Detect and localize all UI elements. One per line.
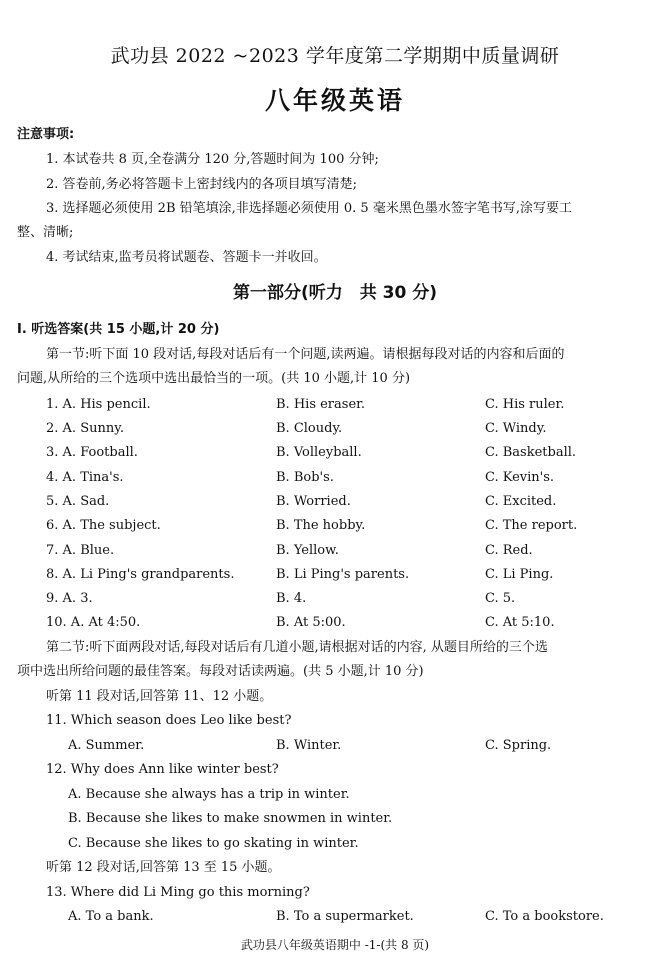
option-a: 7. A. Blue. — [46, 543, 115, 558]
option-b: B. At 5:00. — [276, 615, 346, 630]
option-c: C. Kevin's. — [485, 470, 555, 485]
option-a: 8. A. Li Ping's grandparents. — [46, 567, 235, 582]
option-a: 6. A. The subject. — [46, 518, 161, 533]
option-a: A. Summer. — [68, 738, 145, 753]
option-c: C. Windy. — [485, 421, 547, 436]
question-text: 13. Where did Li Ming go this morning? — [46, 885, 310, 900]
option-c: C. Basketball. — [485, 445, 577, 460]
notes-heading: 注意事项: — [17, 127, 75, 142]
option-c: C. At 5:10. — [485, 615, 555, 630]
option-a: 9. A. 3. — [46, 591, 93, 606]
option-c: C. Excited. — [485, 494, 557, 509]
option-b: B. Li Ping's parents. — [276, 567, 410, 582]
part-title: 第一部分(听力 共 30 分) — [232, 283, 438, 303]
option-b: B. Cloudy. — [276, 421, 343, 436]
dialog-intro: 听第 11 段对话,回答第 11、12 小题。 — [46, 689, 273, 704]
option-c: C. 5. — [485, 591, 516, 606]
option-a: A. To a bank. — [68, 909, 154, 924]
option-c: C. The report. — [485, 518, 578, 533]
note-item: 整、清晰; — [17, 225, 74, 240]
option-c: C. To a bookstore. — [485, 909, 604, 924]
dialog-intro: 听第 12 段对话,回答第 13 至 15 小题。 — [46, 860, 281, 875]
section1-intro: 第一节:听下面 10 段对话,每段对话后有一个问题,读两遍。请根据每段对话的内容和后面的 — [46, 347, 565, 362]
exam-title: 武功县 2022 ~2023 学年度第二学期期中质量调研 — [110, 45, 560, 67]
option-a: A. Because she always has a trip in winter. — [68, 787, 350, 802]
option-b: B. To a supermarket. — [276, 909, 414, 924]
option-a: 4. A. Tina's. — [46, 470, 124, 485]
section2-intro: 项中选出所给问题的最佳答案。每段对话读两遍。(共 5 小题,计 10 分) — [17, 664, 424, 679]
option-b: B. Volleyball. — [276, 445, 362, 460]
option-b: B. Winter. — [276, 738, 342, 753]
option-a: 3. A. Football. — [46, 445, 138, 460]
option-a: 5. A. Sad. — [46, 494, 110, 509]
page-footer: 武功县八年级英语期中 -1-(共 8 页) — [240, 938, 430, 952]
option-c: C. His ruler. — [485, 397, 565, 412]
section1-intro: 问题,从所给的三个选项中选出最恰当的一项。(共 10 小题,计 10 分) — [17, 371, 411, 386]
note-item: 3. 选择题必须使用 2B 铅笔填涂,非选择题必须使用 0. 5 毫米黑色墨水签字笔书写,涂写要工 — [46, 201, 572, 216]
option-b: B. Yellow. — [276, 543, 339, 558]
note-item: 2. 答卷前,务必将答题卡上密封线内的各项目填写清楚; — [46, 177, 358, 192]
question-text: 11. Which season does Leo like best? — [46, 713, 292, 728]
note-item: 1. 本试卷共 8 页,全卷满分 120 分,答题时间为 100 分钟; — [46, 152, 379, 167]
option-a: 1. A. His pencil. — [46, 397, 151, 412]
option-a: 10. A. At 4:50. — [46, 615, 141, 630]
section-heading: Ⅰ. 听选答案(共 15 小题,计 20 分) — [17, 322, 220, 337]
option-b: B. 4. — [276, 591, 307, 606]
option-b: B. The hobby. — [276, 518, 366, 533]
option-c: C. Red. — [485, 543, 533, 558]
option-b: B. His eraser. — [276, 397, 366, 412]
option-c: C. Li Ping. — [485, 567, 554, 582]
option-b: B. Worried. — [276, 494, 351, 509]
option-b: B. Because she likes to make snowmen in winter. — [68, 811, 393, 826]
option-c: C. Spring. — [485, 738, 552, 753]
option-b: B. Bob's. — [276, 470, 334, 485]
option-a: 2. A. Sunny. — [46, 421, 124, 436]
subject-title: 八年级英语 — [264, 86, 405, 115]
note-item: 4. 考试结束,监考员将试题卷、答题卡一并收回。 — [46, 250, 327, 265]
section2-intro: 第二节:听下面两段对话,每段对话后有几道小题,请根据对话的内容, 从题目所给的三个选 — [46, 640, 548, 655]
question-text: 12. Why does Ann like winter best? — [46, 762, 279, 777]
option-c: C. Because she likes to go skating in winter. — [68, 836, 359, 851]
